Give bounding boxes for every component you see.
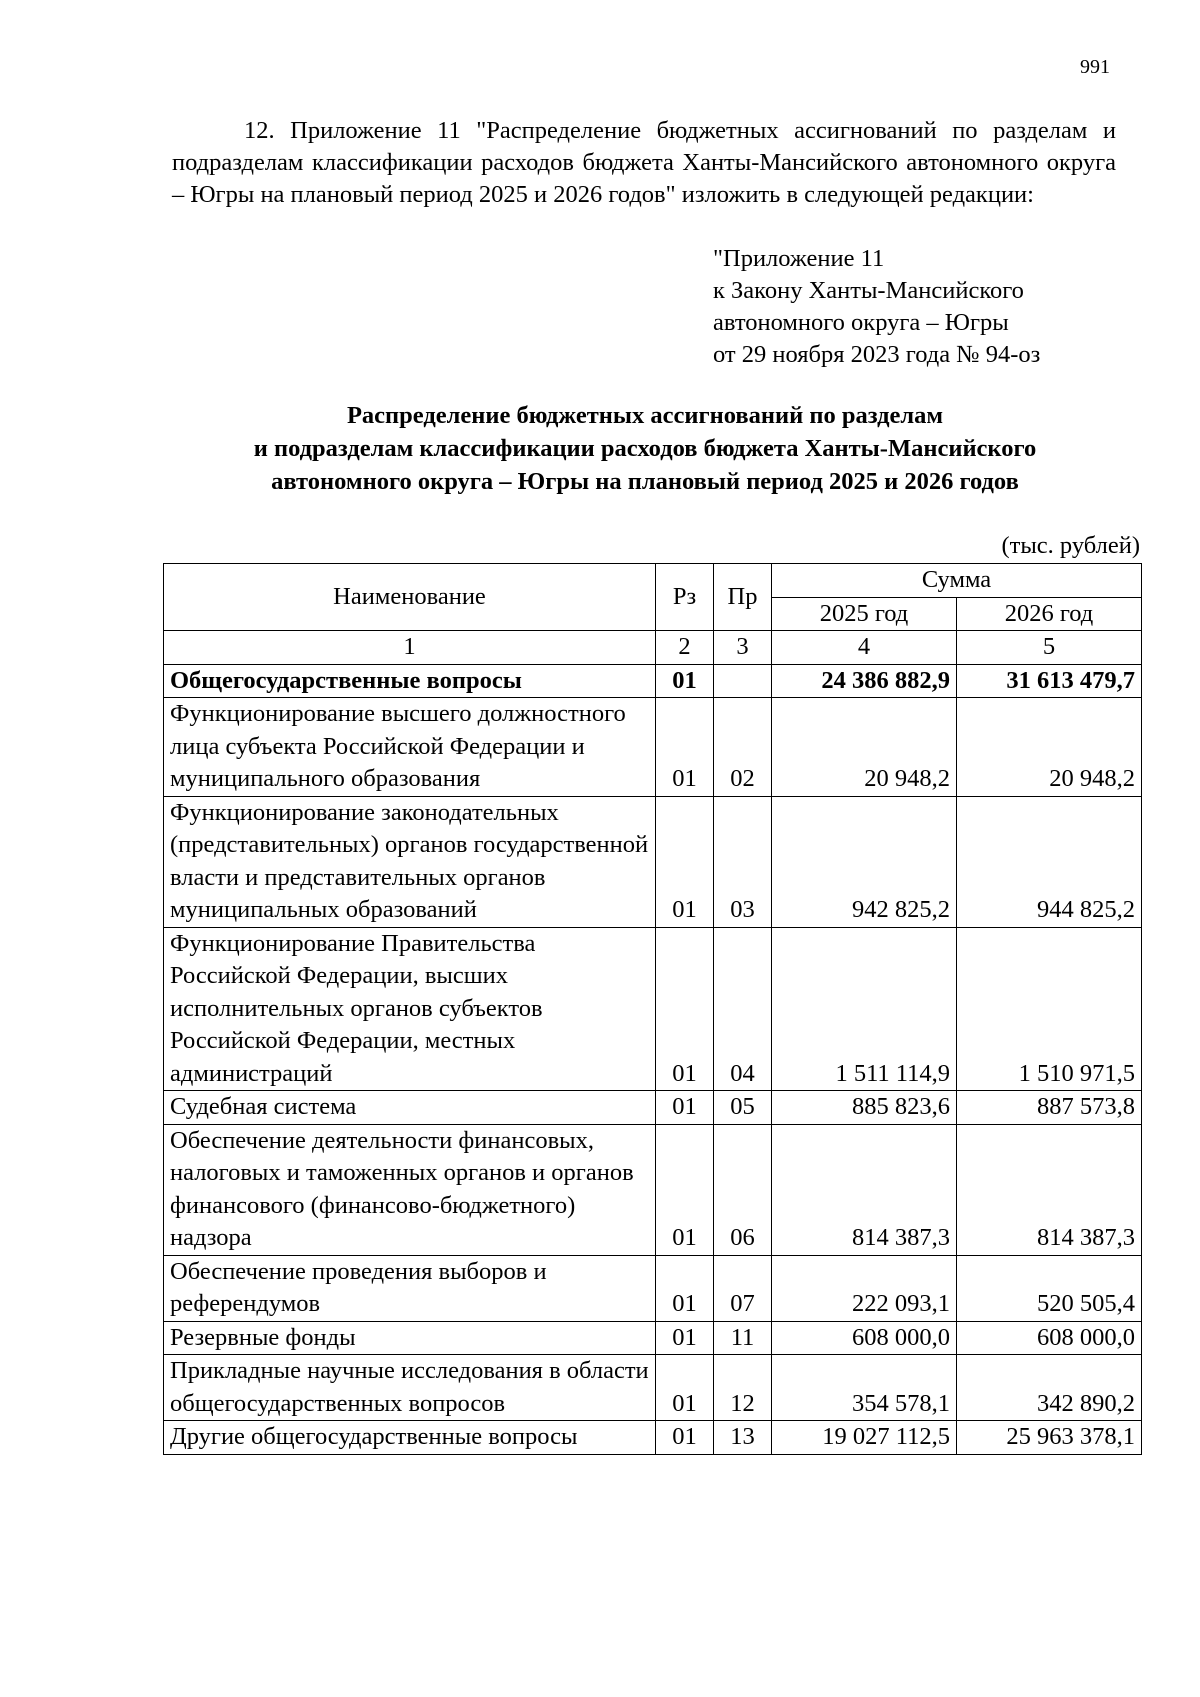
row-value-2026: 814 387,3 (957, 1124, 1142, 1255)
column-number: 1 (164, 631, 656, 665)
row-pr: 03 (714, 796, 772, 927)
table-row (164, 796, 1142, 927)
table-row (164, 1255, 1142, 1321)
row-rz: 01 (656, 1255, 714, 1321)
row-value-2025: 608 000,0 (772, 1321, 957, 1355)
row-pr: 07 (714, 1255, 772, 1321)
document-title-line: автономного округа – Югры на плановый период 2025 и 2026 годов (271, 468, 1019, 495)
row-name: Обеспечение деятельности финансовых, налоговых и таможенных органов и органов финансового (финансово-бюджетного) надзора (164, 1124, 656, 1255)
total-row (164, 664, 1142, 698)
table-row (164, 1091, 1142, 1125)
table-row (164, 1355, 1142, 1421)
appendix-note-line: автономного округа – Югры (713, 309, 1009, 336)
row-name: Функционирование высшего должностного лица субъекта Российской Федерации и муниципального образования (164, 698, 656, 797)
row-value-2025: 814 387,3 (772, 1124, 957, 1255)
document-title-line: Распределение бюджетных ассигнований по разделам (346, 402, 944, 429)
row-value-2025: 24 386 882,9 (772, 664, 957, 698)
row-rz: 01 (656, 698, 714, 797)
row-value-2025: 354 578,1 (772, 1355, 957, 1421)
column-number: 4 (772, 631, 957, 665)
row-value-2026: 31 613 479,7 (957, 664, 1142, 698)
page-number: 991 (1080, 56, 1110, 78)
row-pr: 13 (714, 1421, 772, 1455)
table-row (164, 1421, 1142, 1455)
row-value-2026: 608 000,0 (957, 1321, 1142, 1355)
row-name: Общегосударственные вопросы (164, 664, 656, 698)
row-rz: 01 (656, 664, 714, 698)
row-value-2026: 887 573,8 (957, 1091, 1142, 1125)
table-row (164, 927, 1142, 1091)
row-value-2025: 222 093,1 (772, 1255, 957, 1321)
budget-table (163, 563, 1142, 1455)
document-title-line: и подразделам классификации расходов бюджета Ханты-Мансийского (253, 435, 1037, 462)
header-pr: Пр (714, 564, 772, 631)
table-row (164, 1321, 1142, 1355)
row-pr: 12 (714, 1355, 772, 1421)
row-name: Другие общегосударственные вопросы (164, 1421, 656, 1455)
row-value-2025: 20 948,2 (772, 698, 957, 797)
row-value-2026: 944 825,2 (957, 796, 1142, 927)
appendix-note-line: от 29 ноября 2023 года № 94-оз (713, 341, 1041, 368)
header-year-2025: 2025 год (772, 597, 957, 631)
row-name: Функционирование Правительства Российской Федерации, высших исполнительных органов субъектов Российской Федерации, местных администраций (164, 927, 656, 1091)
appendix-note-line: "Приложение 11 (713, 245, 885, 272)
units-label: (тыс. рублей) (1001, 532, 1140, 559)
row-value-2026: 25 963 378,1 (957, 1421, 1142, 1455)
row-pr: 11 (714, 1321, 772, 1355)
row-pr: 02 (714, 698, 772, 797)
row-value-2025: 885 823,6 (772, 1091, 957, 1125)
header-sum: Сумма (772, 564, 1142, 598)
table-header-row (164, 564, 1142, 598)
row-rz: 01 (656, 927, 714, 1091)
header-name: Наименование (164, 564, 656, 631)
row-value-2026: 520 505,4 (957, 1255, 1142, 1321)
table-row (164, 698, 1142, 797)
row-pr (714, 664, 772, 698)
row-name: Резервные фонды (164, 1321, 656, 1355)
row-value-2025: 1 511 114,9 (772, 927, 957, 1091)
appendix-note-line: к Закону Ханты-Мансийского (713, 277, 1024, 304)
document-title (150, 399, 1140, 498)
row-name: Судебная система (164, 1091, 656, 1125)
row-rz: 01 (656, 1321, 714, 1355)
row-rz: 01 (656, 796, 714, 927)
appendix-note (713, 243, 1040, 371)
column-number-row (164, 631, 1142, 665)
row-value-2026: 1 510 971,5 (957, 927, 1142, 1091)
table-row (164, 1124, 1142, 1255)
column-number: 2 (656, 631, 714, 665)
column-number: 3 (714, 631, 772, 665)
row-rz: 01 (656, 1091, 714, 1125)
row-name: Обеспечение проведения выборов и референдумов (164, 1255, 656, 1321)
row-rz: 01 (656, 1355, 714, 1421)
row-value-2026: 342 890,2 (957, 1355, 1142, 1421)
intro-text: Приложение 11 "Распределение бюджетных ассигнований по разделам и подразделам классификации расходов бюджета Ханты-Мансийского автономного округа – Югры на плановый период 2025 и 2026 годов" изложить в следующей редакции: (172, 117, 1116, 208)
header-rz: Рз (656, 564, 714, 631)
row-pr: 04 (714, 927, 772, 1091)
row-name: Прикладные научные исследования в области общегосударственных вопросов (164, 1355, 656, 1421)
intro-paragraph (172, 115, 1116, 211)
row-value-2025: 942 825,2 (772, 796, 957, 927)
row-value-2025: 19 027 112,5 (772, 1421, 957, 1455)
row-pr: 06 (714, 1124, 772, 1255)
header-year-2026: 2026 год (957, 597, 1142, 631)
row-rz: 01 (656, 1124, 714, 1255)
intro-number: 12. (244, 117, 275, 144)
row-rz: 01 (656, 1421, 714, 1455)
column-number: 5 (957, 631, 1142, 665)
row-name: Функционирование законодательных (представительных) органов государственной власти и представительных органов муниципальных образований (164, 796, 656, 927)
row-value-2026: 20 948,2 (957, 698, 1142, 797)
row-pr: 05 (714, 1091, 772, 1125)
